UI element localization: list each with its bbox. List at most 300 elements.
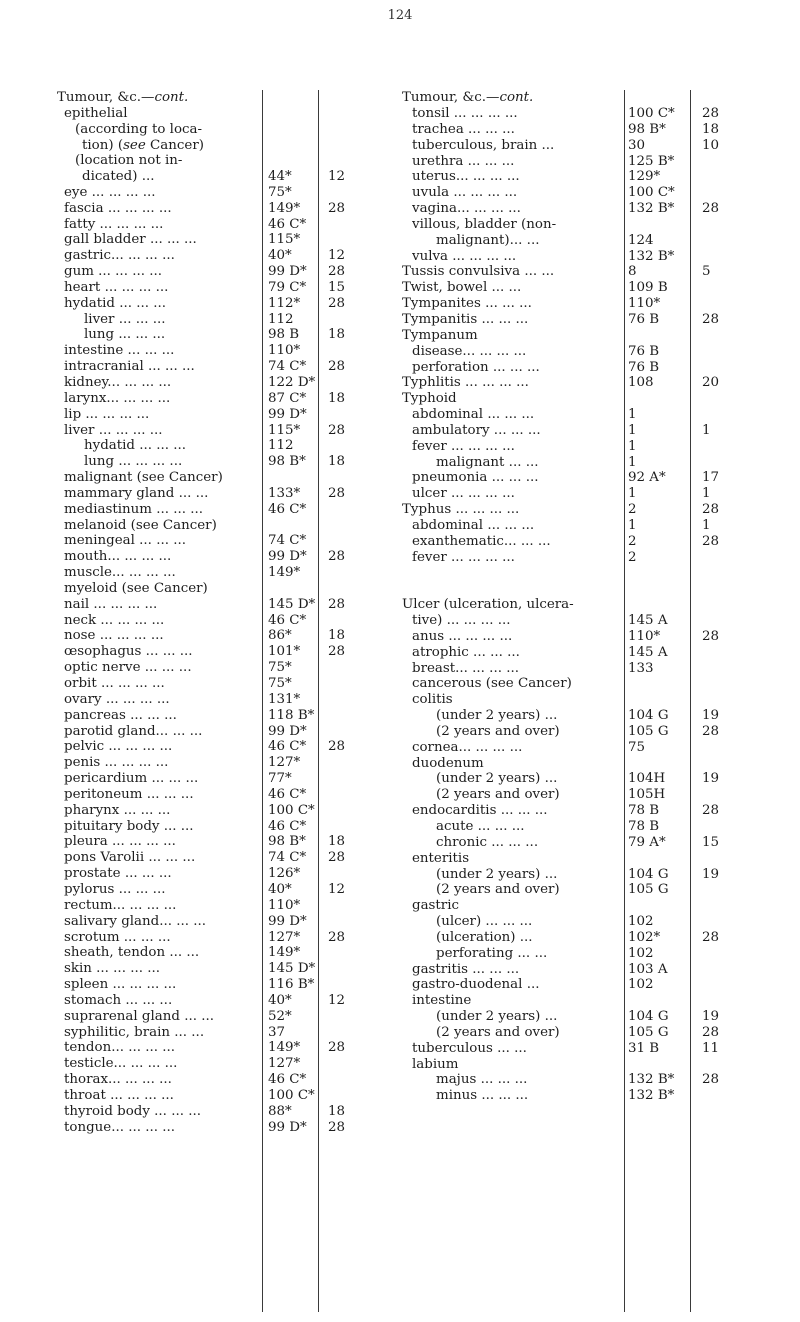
entry-value: 74 C* bbox=[268, 533, 307, 549]
index-entry bbox=[400, 708, 800, 724]
index-entry bbox=[400, 439, 800, 455]
index-entry bbox=[400, 629, 800, 645]
entry-suffix: 28 bbox=[702, 106, 720, 121]
index-entry bbox=[0, 185, 400, 201]
left-index-rows bbox=[0, 169, 400, 1135]
left-heading bbox=[0, 90, 400, 169]
entry-value: 86* bbox=[268, 628, 292, 644]
entry-label: Typhus ... ... ... ... bbox=[402, 502, 520, 518]
index-entry bbox=[0, 866, 400, 882]
entry-value: 112* bbox=[268, 295, 301, 311]
entry-suffix: 15 bbox=[328, 279, 346, 295]
index-entry bbox=[400, 296, 800, 312]
entry-suffix: 28 bbox=[702, 311, 720, 327]
entry-value: 1 bbox=[628, 486, 637, 502]
entry-value: 44* bbox=[268, 169, 292, 184]
index-entry bbox=[0, 755, 400, 771]
entry-value: 79 C* bbox=[268, 279, 307, 295]
entry-value: 124 bbox=[628, 232, 654, 248]
index-entry bbox=[0, 201, 400, 217]
entry-label: skin ... ... ... ... bbox=[64, 961, 160, 977]
index-entry bbox=[0, 787, 400, 803]
entry-label: prostate ... ... ... bbox=[64, 866, 172, 882]
entry-label: urethra ... ... ... bbox=[412, 153, 515, 169]
entry-suffix: 19 bbox=[702, 771, 720, 787]
index-entry bbox=[400, 771, 800, 787]
entry-label: gall bladder ... ... ... bbox=[64, 232, 197, 248]
index-entry bbox=[0, 834, 400, 850]
entry-value: 1 bbox=[628, 422, 637, 438]
index-entry bbox=[400, 138, 800, 154]
entry-label: myeloid (see Cancer) bbox=[64, 580, 208, 596]
entry-label: intestine bbox=[412, 993, 472, 1009]
index-entry bbox=[400, 1057, 800, 1073]
entry-suffix: 28 bbox=[702, 502, 720, 518]
entry-value: 37 bbox=[268, 1024, 286, 1040]
entry-value: 100 C* bbox=[628, 185, 675, 201]
index-entry bbox=[400, 169, 800, 185]
entry-label: fever ... ... ... ... bbox=[412, 549, 515, 565]
index-entry bbox=[0, 407, 400, 423]
entry-suffix: 15 bbox=[702, 834, 720, 850]
entry-label: (ulceration) ... bbox=[436, 929, 533, 945]
entry-value: 101* bbox=[268, 644, 301, 660]
entry-label: liver ... ... ... bbox=[84, 311, 166, 327]
entry-value: 105H bbox=[628, 787, 666, 803]
entry-value: 145 D* bbox=[268, 596, 316, 612]
entry-suffix: 28 bbox=[328, 264, 346, 280]
entry-label: atrophic ... ... ... bbox=[412, 644, 520, 660]
entry-suffix: 28 bbox=[328, 485, 346, 501]
entry-label: spleen ... ... ... ... bbox=[64, 977, 177, 993]
heading-line: (location not in- bbox=[75, 153, 183, 169]
entry-value: 52* bbox=[268, 1008, 292, 1024]
entry-label: enteritis bbox=[412, 850, 470, 866]
entry-suffix: 28 bbox=[328, 549, 346, 565]
entry-label: thyroid body ... ... ... bbox=[64, 1103, 201, 1119]
entry-label: (under 2 years) ... bbox=[436, 708, 558, 724]
index-entry bbox=[0, 232, 400, 248]
index-entry bbox=[0, 518, 400, 534]
entry-value: 149* bbox=[268, 200, 301, 216]
entry-suffix: 28 bbox=[328, 359, 346, 375]
index-entry bbox=[400, 375, 800, 391]
entry-label: fatty ... ... ... ... bbox=[64, 216, 164, 232]
heading-line: Tumour, &c.—cont. bbox=[402, 90, 534, 105]
index-entry bbox=[400, 613, 800, 629]
entry-label: hydatid ... ... ... bbox=[64, 295, 167, 311]
entry-suffix: 18 bbox=[328, 454, 346, 470]
index-entry bbox=[0, 565, 400, 581]
entry-label: penis ... ... ... ... bbox=[64, 755, 169, 771]
entry-suffix: 28 bbox=[702, 1072, 720, 1088]
entry-value: 98 B* bbox=[268, 834, 306, 850]
entry-label: (2 years and over) bbox=[436, 1024, 560, 1040]
entry-label: pneumonia ... ... ... bbox=[412, 470, 539, 486]
entry-label: vulva ... ... ... ... bbox=[412, 248, 517, 264]
entry-value: 132 B* bbox=[628, 248, 675, 264]
index-entry bbox=[400, 1009, 800, 1025]
entry-label: pancreas ... ... ... bbox=[64, 707, 177, 723]
index-entry bbox=[400, 455, 800, 471]
index-entry bbox=[400, 581, 800, 597]
entry-label: heart ... ... ... ... bbox=[64, 279, 169, 295]
entry-suffix: 12 bbox=[328, 248, 346, 264]
entry-value: 46 C* bbox=[268, 216, 307, 232]
entry-label: gastric... ... ... ... bbox=[64, 248, 175, 264]
entry-value: 75* bbox=[268, 676, 292, 691]
index-entry bbox=[400, 201, 800, 217]
entry-value: 104 G bbox=[628, 1009, 669, 1025]
entry-label: larynx... ... ... ... bbox=[64, 390, 171, 406]
index-entry bbox=[400, 898, 800, 914]
entry-label: intracranial ... ... ... bbox=[64, 359, 195, 375]
index-entry bbox=[0, 613, 400, 629]
entry-value: 99 D* bbox=[268, 913, 307, 929]
entry-value: 127* bbox=[268, 755, 301, 771]
index-entry bbox=[400, 423, 800, 439]
entry-label: disease... ... ... ... bbox=[412, 343, 527, 359]
entry-suffix: 12 bbox=[328, 881, 346, 897]
index-entry bbox=[400, 724, 800, 740]
index-entry bbox=[0, 296, 400, 312]
entry-value: 87 C* bbox=[268, 390, 307, 406]
index-entry bbox=[0, 470, 400, 486]
entry-label: kidney... ... ... ... bbox=[64, 374, 172, 390]
entry-value: 115* bbox=[268, 232, 301, 248]
entry-suffix: 18 bbox=[328, 834, 346, 850]
entry-label: Ulcer (ulceration, ulcera- bbox=[402, 597, 574, 613]
entry-label: gastric bbox=[412, 898, 459, 914]
entry-value: 8 bbox=[628, 264, 637, 280]
entry-value: 131* bbox=[268, 691, 301, 707]
right-index-rows bbox=[400, 106, 800, 1104]
entry-value: 132 B* bbox=[628, 1088, 675, 1104]
entry-value: 126* bbox=[268, 866, 301, 882]
index-entry bbox=[400, 977, 800, 993]
entry-value: 40* bbox=[268, 248, 292, 264]
entry-value: 77* bbox=[268, 771, 292, 787]
index-entry bbox=[0, 708, 400, 724]
entry-value: 40* bbox=[268, 881, 292, 897]
entry-label: pleura ... ... ... ... bbox=[64, 834, 176, 850]
entry-label: rectum... ... ... ... bbox=[64, 897, 177, 913]
entry-value: 125 B* bbox=[628, 153, 675, 169]
index-entry bbox=[400, 1072, 800, 1088]
entry-label: scrotum ... ... ... bbox=[64, 929, 171, 945]
entry-suffix: 28 bbox=[328, 596, 346, 612]
entry-value: 122 D* bbox=[268, 374, 316, 390]
entry-suffix: 28 bbox=[702, 628, 720, 644]
entry-label: ovary ... ... ... ... bbox=[64, 691, 170, 707]
index-entry bbox=[400, 740, 800, 756]
entry-suffix: 28 bbox=[328, 929, 346, 945]
index-entry bbox=[400, 565, 800, 581]
entry-label: Tympanum bbox=[402, 327, 478, 343]
index-entry bbox=[0, 739, 400, 755]
entry-value: 132 B* bbox=[628, 1072, 675, 1088]
entry-suffix: 12 bbox=[328, 169, 346, 184]
entry-value: 149* bbox=[268, 1040, 301, 1056]
entry-value: 98 B bbox=[268, 327, 300, 343]
entry-value: 133* bbox=[268, 485, 301, 501]
entry-suffix: 18 bbox=[702, 121, 720, 137]
entry-value: 75* bbox=[268, 660, 292, 676]
entry-value: 102 bbox=[628, 914, 654, 930]
entry-value: 46 C* bbox=[268, 1072, 307, 1088]
entry-value: 99 D* bbox=[268, 549, 307, 565]
index-entry bbox=[400, 819, 800, 835]
index-entry bbox=[400, 1088, 800, 1104]
index-entry bbox=[0, 1104, 400, 1120]
entry-value: 74 C* bbox=[268, 850, 307, 866]
entry-value: 99 D* bbox=[268, 406, 307, 422]
entry-label: thorax... ... ... ... bbox=[64, 1072, 172, 1088]
entry-label: cancerous (see Cancer) bbox=[412, 676, 572, 692]
entry-suffix: 28 bbox=[328, 1119, 346, 1135]
entry-label: gastritis ... ... ... bbox=[412, 961, 520, 977]
index-entry bbox=[400, 1041, 800, 1057]
entry-value: 46 C* bbox=[268, 501, 307, 517]
index-entry bbox=[0, 977, 400, 993]
entry-suffix: 1 bbox=[702, 422, 711, 438]
entry-label: nose ... ... ... ... bbox=[64, 628, 164, 644]
entry-label: neck ... ... ... ... bbox=[64, 612, 165, 628]
entry-label: dicated) ... bbox=[82, 169, 155, 184]
entry-label: testicle... ... ... ... bbox=[64, 1056, 178, 1072]
entry-label: Tussis convulsiva ... ... bbox=[402, 264, 555, 280]
entry-label: sheath, tendon ... ... bbox=[64, 945, 200, 961]
index-entry bbox=[0, 502, 400, 518]
entry-suffix: 5 bbox=[702, 264, 711, 280]
index-entry bbox=[400, 233, 800, 249]
entry-value: 99 D* bbox=[268, 723, 307, 739]
entry-value: 145 A bbox=[628, 644, 668, 660]
entry-label: lung ... ... ... bbox=[84, 327, 166, 343]
entry-label: cornea... ... ... ... bbox=[412, 739, 523, 755]
index-entry bbox=[0, 771, 400, 787]
index-entry bbox=[0, 280, 400, 296]
index-entry bbox=[0, 1072, 400, 1088]
entry-label: mammary gland ... ... bbox=[64, 485, 209, 501]
entry-label: Typhlitis ... ... ... ... bbox=[402, 375, 529, 391]
index-entry bbox=[400, 122, 800, 138]
index-entry bbox=[400, 360, 800, 376]
entry-label: fever ... ... ... ... bbox=[412, 438, 515, 454]
entry-label: exanthematic... ... ... bbox=[412, 533, 551, 549]
index-entry bbox=[0, 486, 400, 502]
index-entry bbox=[400, 692, 800, 708]
index-entry bbox=[0, 454, 400, 470]
index-entry bbox=[400, 391, 800, 407]
entry-value: 31 B bbox=[628, 1040, 660, 1056]
entry-value: 40* bbox=[268, 992, 292, 1008]
entry-label: syphilitic, brain ... ... bbox=[64, 1024, 205, 1040]
index-entry bbox=[0, 1025, 400, 1041]
entry-label: malignant (see Cancer) bbox=[64, 470, 223, 486]
index-entry bbox=[400, 787, 800, 803]
entry-label: eye ... ... ... ... bbox=[64, 184, 156, 200]
entry-label: majus ... ... ... bbox=[436, 1072, 528, 1088]
entry-label: stomach ... ... ... bbox=[64, 992, 173, 1008]
entry-suffix: 1 bbox=[702, 517, 711, 533]
entry-suffix: 18 bbox=[328, 1103, 346, 1119]
entry-label: labium bbox=[412, 1056, 459, 1072]
entry-value: 105 G bbox=[628, 1024, 669, 1040]
entry-label: malignant ... ... bbox=[436, 454, 539, 470]
index-entry bbox=[0, 724, 400, 740]
entry-label: ulcer ... ... ... ... bbox=[412, 486, 515, 502]
entry-value: 102 bbox=[628, 945, 654, 961]
entry-label: tonsil ... ... ... ... bbox=[412, 106, 518, 121]
entry-label: gum ... ... ... ... bbox=[64, 264, 162, 280]
index-entry bbox=[0, 217, 400, 233]
index-entry bbox=[400, 882, 800, 898]
entry-value: 104H bbox=[628, 771, 666, 787]
index-entry bbox=[400, 154, 800, 170]
index-entry bbox=[0, 1009, 400, 1025]
entry-value: 149* bbox=[268, 945, 301, 961]
page-number: 124 bbox=[387, 8, 413, 23]
entry-label: abdominal ... ... ... bbox=[412, 517, 535, 533]
index-entry bbox=[400, 756, 800, 772]
index-entry bbox=[400, 851, 800, 867]
entry-value: 104 G bbox=[628, 866, 669, 882]
entry-label: villous, bladder (non- bbox=[412, 216, 557, 232]
entry-suffix: 28 bbox=[702, 201, 720, 217]
entry-value: 1 bbox=[628, 438, 637, 454]
entry-value: 127* bbox=[268, 1056, 301, 1072]
entry-value: 132 B* bbox=[628, 201, 675, 217]
entry-value: 98 B* bbox=[628, 121, 666, 137]
entry-label: œsophagus ... ... ... bbox=[64, 644, 193, 660]
entry-value: 110* bbox=[628, 296, 661, 312]
entry-label: pons Varolii ... ... ... bbox=[64, 850, 196, 866]
entry-label: melanoid (see Cancer) bbox=[64, 517, 217, 533]
entry-value: 112 bbox=[268, 311, 294, 327]
index-entry bbox=[400, 486, 800, 502]
entry-value: 92 A* bbox=[628, 470, 666, 486]
index-entry bbox=[0, 945, 400, 961]
entry-label: colitis bbox=[412, 692, 453, 708]
index-entry bbox=[0, 391, 400, 407]
index-entry bbox=[0, 819, 400, 835]
heading-line: epithelial bbox=[64, 105, 128, 121]
index-entry bbox=[0, 898, 400, 914]
heading-line: (according to loca- bbox=[75, 121, 203, 137]
index-entry bbox=[400, 344, 800, 360]
index-entry bbox=[0, 533, 400, 549]
entry-label: perforation ... ... ... bbox=[412, 359, 540, 375]
index-entry bbox=[0, 1056, 400, 1072]
index-entry bbox=[400, 407, 800, 423]
entry-suffix: 28 bbox=[702, 723, 720, 739]
entry-suffix: 19 bbox=[702, 708, 720, 724]
entry-value: 1 bbox=[628, 517, 637, 533]
entry-label: vagina... ... ... ... bbox=[412, 201, 521, 217]
index-entry bbox=[400, 185, 800, 201]
entry-value: 75* bbox=[268, 184, 292, 200]
index-entry bbox=[0, 914, 400, 930]
entry-value: 78 B bbox=[628, 818, 660, 834]
entry-label: abdominal ... ... ... bbox=[412, 407, 535, 423]
entry-label: muscle... ... ... ... bbox=[64, 565, 176, 581]
entry-label: (2 years and over) bbox=[436, 787, 560, 803]
entry-value: 2 bbox=[628, 533, 637, 549]
entry-label: orbit ... ... ... ... bbox=[64, 676, 165, 691]
entry-suffix: 28 bbox=[702, 929, 720, 945]
entry-label: (under 2 years) ... bbox=[436, 1009, 558, 1025]
index-entry bbox=[0, 993, 400, 1009]
entry-value: 79 A* bbox=[628, 834, 666, 850]
entry-label: (under 2 years) ... bbox=[436, 866, 558, 882]
entry-label: suprarenal gland ... ... bbox=[64, 1008, 215, 1024]
index-entry bbox=[400, 676, 800, 692]
entry-value: 46 C* bbox=[268, 612, 307, 628]
index-entry bbox=[400, 661, 800, 677]
entry-label: pelvic ... ... ... ... bbox=[64, 739, 173, 755]
entry-value: 104 G bbox=[628, 708, 669, 724]
index-entry bbox=[0, 438, 400, 454]
entry-label: uterus... ... ... ... bbox=[412, 169, 520, 185]
index-entry bbox=[400, 962, 800, 978]
entry-label: uvula ... ... ... ... bbox=[412, 185, 518, 201]
entry-label: gastro-duodenal ... bbox=[412, 977, 540, 993]
entry-label: breast... ... ... ... bbox=[412, 660, 519, 676]
entry-suffix: 1 bbox=[702, 486, 711, 502]
index-entry bbox=[0, 676, 400, 692]
entry-label: meningeal ... ... ... bbox=[64, 533, 186, 549]
entry-value: 88* bbox=[268, 1103, 292, 1119]
entry-value: 100 C* bbox=[268, 1087, 315, 1103]
index-entry bbox=[400, 993, 800, 1009]
index-entry bbox=[400, 312, 800, 328]
index-entry bbox=[0, 644, 400, 660]
entry-value: 74 C* bbox=[268, 359, 307, 375]
entry-label: trachea ... ... ... bbox=[412, 121, 515, 137]
index-entry bbox=[400, 534, 800, 550]
entry-value: 112 bbox=[268, 438, 294, 454]
entry-value: 109 B bbox=[628, 280, 668, 296]
entry-label: mouth... ... ... ... bbox=[64, 549, 172, 565]
entry-suffix: 28 bbox=[328, 739, 346, 755]
entry-value: 2 bbox=[628, 502, 637, 518]
entry-label: duodenum bbox=[412, 755, 484, 771]
index-entry bbox=[0, 961, 400, 977]
entry-value: 75 bbox=[628, 739, 646, 755]
entry-suffix: 18 bbox=[328, 390, 346, 406]
index-entry bbox=[0, 1088, 400, 1104]
entry-label: (under 2 years) ... bbox=[436, 771, 558, 787]
index-entry bbox=[0, 312, 400, 328]
index-entry bbox=[400, 217, 800, 233]
entry-label: optic nerve ... ... ... bbox=[64, 660, 192, 676]
entry-label: liver ... ... ... ... bbox=[64, 422, 163, 438]
entry-suffix: 28 bbox=[328, 295, 346, 311]
entry-value: 46 C* bbox=[268, 739, 307, 755]
entry-label: peritoneum ... ... ... bbox=[64, 786, 194, 802]
entry-value: 116 B* bbox=[268, 977, 315, 993]
entry-value: 110* bbox=[628, 628, 661, 644]
entry-label: lip ... ... ... ... bbox=[64, 406, 150, 422]
index-entry bbox=[0, 882, 400, 898]
entry-suffix: 19 bbox=[702, 1009, 720, 1025]
entry-label: tongue... ... ... ... bbox=[64, 1119, 176, 1135]
entry-value: 110* bbox=[268, 343, 301, 359]
heading-line: Tumour, &c.—cont. bbox=[57, 90, 189, 105]
entry-suffix: 11 bbox=[702, 1040, 720, 1056]
entry-label: salivary gland... ... ... bbox=[64, 913, 207, 929]
